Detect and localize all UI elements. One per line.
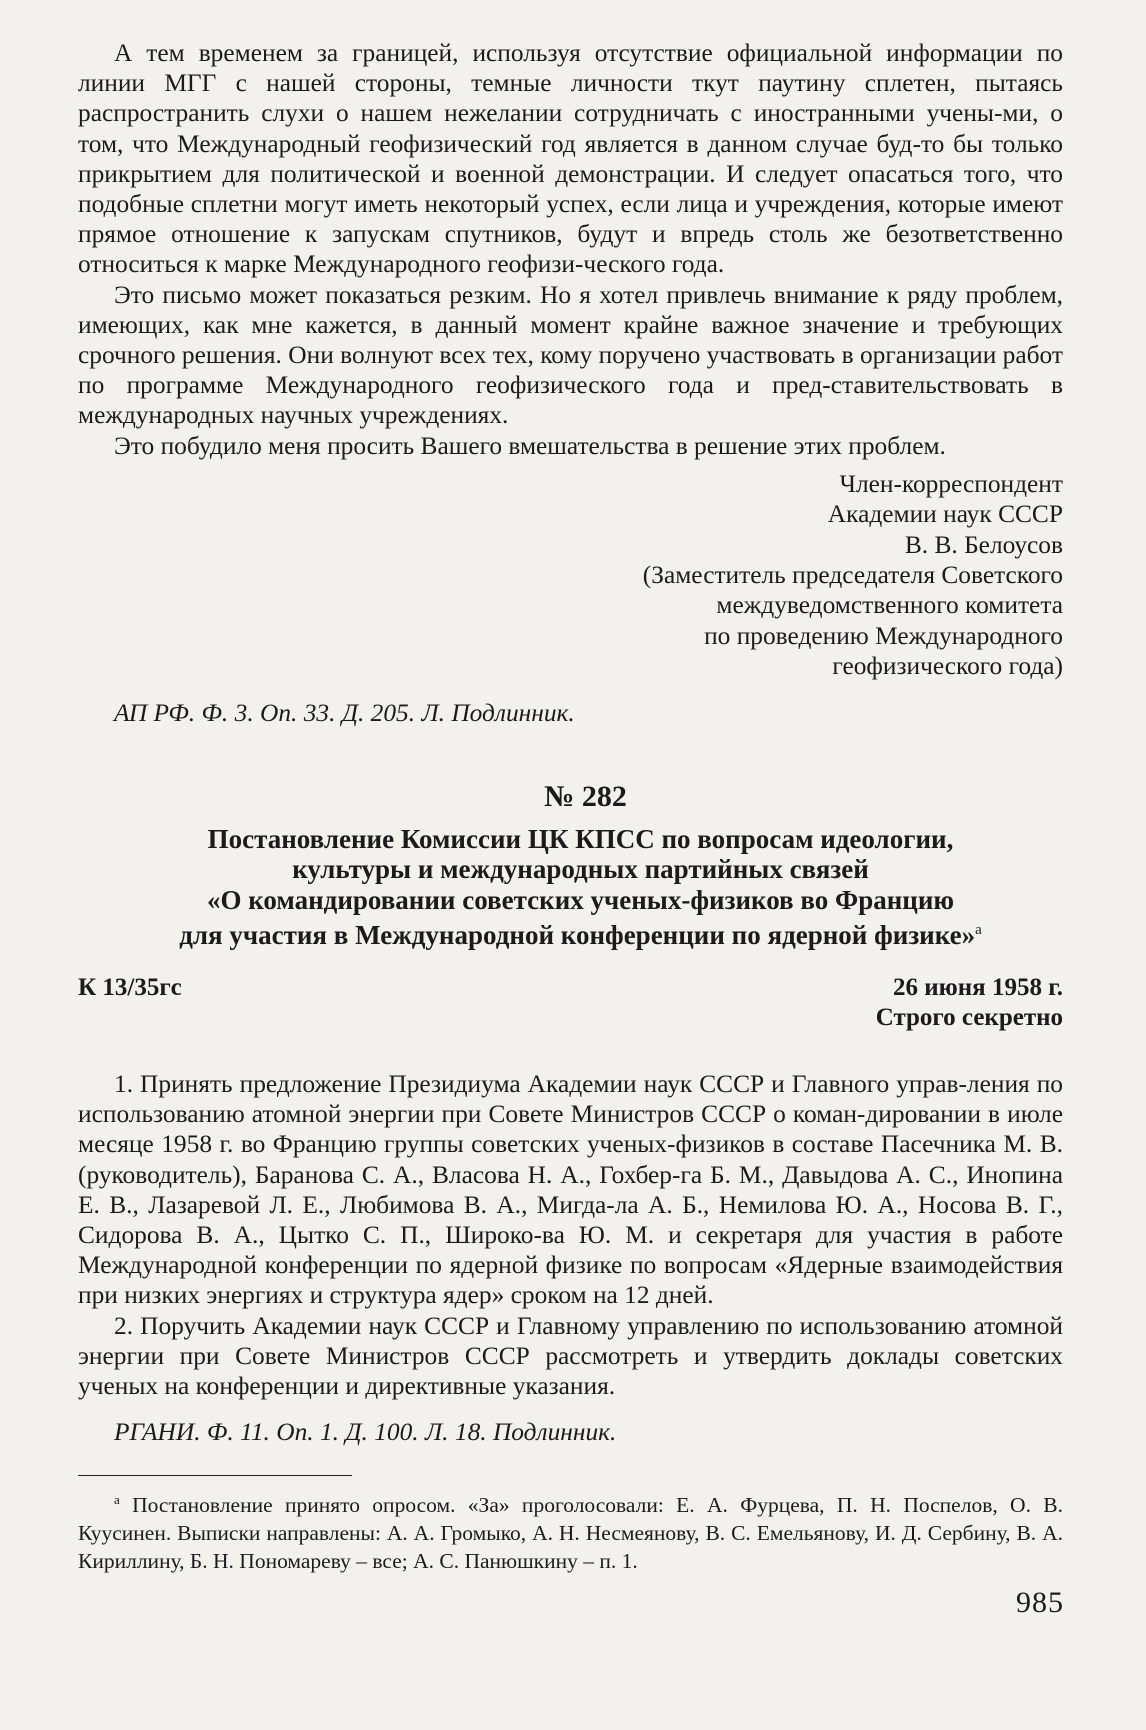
archive-reference-2: РГАНИ. Ф. 11. Оп. 1. Д. 100. Л. 18. Подлинник. <box>114 1418 617 1447</box>
document-title-line-4 <box>98 915 1063 951</box>
intro-paragraph-3: Это побудило меня просить Вашего вмешательства в решение этих проблем. <box>114 431 946 460</box>
signature-name: В. В. Белоусов <box>904 530 1063 559</box>
document-classification: Строго секретно <box>875 1004 1063 1032</box>
footnote-mark: а <box>114 1492 120 1508</box>
document-page <box>78 38 1063 1575</box>
signature-position-1: Член-корреспондент <box>839 469 1063 498</box>
document-date: 26 июня 1958 г. <box>893 974 1063 1002</box>
signature-position-2: Академии наук СССР <box>827 500 1063 529</box>
footnote-divider <box>78 1475 352 1476</box>
intro-paragraph-2: Это письмо может показаться резким. Но я хотел привлечь внимание к ряду проблем, имеющих, как мне кажется, в данный момент крайне важное значение и требующих срочного решения. Они волнуют всех тех, кому поручено участвовать в организации работ по программе Международного геофизического года и пред-ставительствовать в международных научных учреждениях. <box>78 280 1063 430</box>
page-number: 985 <box>1016 1586 1064 1619</box>
letter-signature <box>78 469 1063 682</box>
document-date-block <box>876 973 1063 1033</box>
document-title <box>98 824 1063 951</box>
signature-note-1: (Заместитель председателя Советского <box>642 561 1063 590</box>
document-title-line-1: Постановление Комиссии ЦК КПСС по вопросам идеологии, <box>207 823 954 854</box>
decision-point-1: 1. Принять предложение Президиума Академии наук СССР и Главного управ-ления по использованию атомной энергии при Совете Министров СССР о коман-дировании в июле месяце 1958 г. во Францию группы советских ученых-физиков в составе Пасечника М. В. (руководитель), Баранова С. А., Власова Н. А., Гохбер-га Б. М., Давыдова А. С., Инопина Е. В., Лазаревой Л. Е., Любимова В. А., Мигда-ла А. Б., Немилова Ю. А., Носова В. Г., Сидорова В. А., Цытко С. П., Широко-ва Ю. М. и секретаря для участия в работе Международной конференции по ядерной физике по вопросам «Ядерные взаимодействия при низких энергиях и структура ядер» сроком на 12 дней. <box>78 1070 1063 1310</box>
document-meta <box>78 973 1063 1033</box>
signature-note-3: по проведению Международного <box>704 621 1063 650</box>
document-code: К 13/35гс <box>78 974 182 1002</box>
footnote <box>78 1486 1063 1575</box>
title-footnote-mark: а <box>975 922 982 939</box>
decision-point-2: 2. Поручить Академии наук СССР и Главному управлению по использованию атомной энергии при Совете Министров СССР рассмотреть и утвердить доклады советских ученых на конференции и директивные указания. <box>78 1311 1063 1401</box>
document-number: № 282 <box>544 779 627 813</box>
document-title-line-3: «О командировании советских ученых-физиков во Францию <box>206 884 955 915</box>
signature-note-2: междуведомственного комитета <box>716 591 1063 620</box>
signature-note-4: геофизического года) <box>832 652 1063 681</box>
archive-reference-1: АП РФ. Ф. 3. Оп. 33. Д. 205. Л. Подлинник. <box>114 698 575 727</box>
document-title-line-4-text: для участия в Международной конференции по ядерной физике» <box>179 920 976 951</box>
decision-points <box>78 1069 1063 1401</box>
footnote-text: Постановление принято опросом. «За» проголосовали: Е. А. Фурцева, П. Н. Поспелов, О. В. Куусинен. Выписки направлены: А. А. Громыко, А. Н. Несмеянову, В. С. Емельянову, И. Д. Сербину, В. А. Кириллину, Б. Н. Пономареву – все; А. С. Панюшкину – п. 1. <box>78 1493 1064 1573</box>
intro-paragraph-1: А тем временем за границей, используя отсутствие официальной информации по линии МГГ с нашей стороны, темные личности ткут паутину сплетен, пытаясь распространить слухи о нашем нежелании сотрудничать с иностранными учены-ми, о том, что Международный геофизический год является в данном случае буд-то бы только прикрытием для политической и военной демонстрации. И следует опасаться того, что подобные сплетни могут иметь некоторый успех, если лица и учреждения, которые имеют прямое отношение к запускам спутников, будут и впредь столь же безответственно относиться к марке Международного геофизи-ческого года. <box>78 39 1063 279</box>
document-title-line-2: культуры и международных партийных связей <box>292 854 869 885</box>
